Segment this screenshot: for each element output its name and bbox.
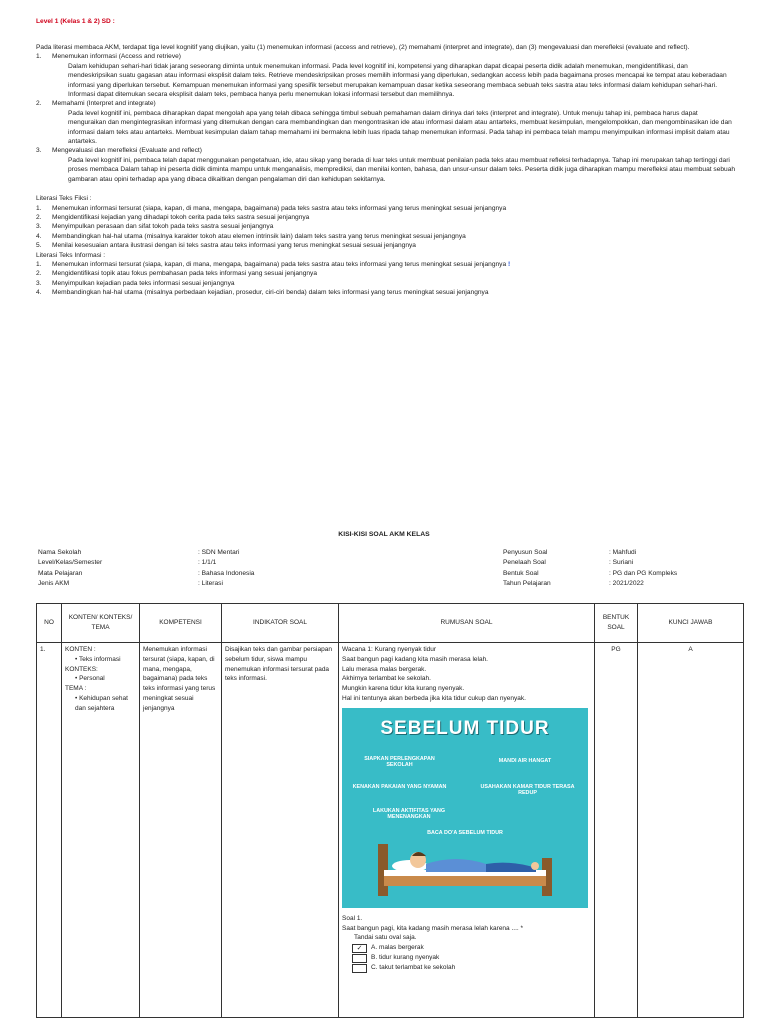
option-checkbox[interactable] (352, 964, 367, 973)
wacana-line: Saat bangun pagi kadang kita masih merasa lelah. (342, 655, 488, 663)
sleeping-child-illustration (370, 840, 560, 898)
wacana-line: Wacana 1: Kurang nyenyak tidur (342, 646, 437, 653)
poster-item: MANDI AIR HANGAT (498, 757, 552, 764)
col-header-rumusan: RUMUSAN SOAL (339, 604, 595, 643)
fiksi-heading: Literasi Teks Fiksi : (36, 195, 92, 203)
cell-indikator: Disajikan teks dan gambar persiapan sebelum tidur, siswa mampu menemukan informasi tersurat pada teks informasi. (222, 643, 339, 1018)
meta-right: Penyusun Soal : Mahfudi Penelaah Soal : Suriani Bentuk Soal : PG dan PG Kompleks Tahun Pelajaran : 2021/2022 (503, 549, 678, 587)
soal-text: Saat bangun pagi, kita kadang masih merasa lelah karena .... * (342, 924, 524, 932)
level-body-1: Dalam kehidupan sehari-hari tidak jarang seseorang diminta untuk menemukan informasi. Pada level kognitif ini, kompetensi yang diharapkan dapat dicapai peserta didik adalah menemukan, mengidentifikasi, dan mendeskripsikan suatu gagasan atau informasi eksplisit dalam teks. Retrieve mendeskripsikan proses memilih informasi yang diperlukan, sedangkan access lebih pada bagaimana proses mencapai ke tempat atau keberadaan informasi yang diperlukan tersebut. Kemampuan menemukan informasi yang spesifik tersebut merupakan kemampuan dasar ketika seseorang membaca sebuah teks sastra atau teks informasi dalam kehidupan sehari-hari. Informasi dapat ditemukan secara eksplisit dalam teks, pembaca hanya perlu menemukan lokasi informasi tersebut dan memilihnya. (68, 62, 727, 99)
level-item-2: 2. Memahami (Interpret and integrate) Pada level kognitif ini, pembaca diharapkan dapat mengolah apa yang telah dibaca sehingga timbul sebuah pemahaman dalam dirinya dari teks (interpret and integrate). Untuk menuju tahap ini, pembaca harus dapat menguraikan dan mengintegrasikan informasi yang ditemukan dengan cara membandingkan dan mengontraskan ide atau informasi dalam atau antarteks, membuat kesimpulan, mengelompokkan, dan mengombinasikan ide dan informasi dalam teks atau antarteks. Membuat kesimpulan dalam tahap memahami ini bermakna lebih luas ripada tahap menemukan informasi. Pada tahap ini pembaca telah mampu menyimpulkan informasi implisit dalam atau antarteks. (36, 99, 736, 146)
level-item-1: 1. Menemukan informasi (Access and retrieve) Dalam kehidupan sehari-hari tidak jarang seseorang diminta untuk menemukan informasi. Pada level kognitif ini, kompetensi yang diharapkan dapat dicapai peserta didik adalah menemukan, mengidentifikasi, dan mendeskripsikan suatu gagasan atau informasi eksplisit dalam teks. Retrieve mendeskripsikan proses memilih informasi yang diperlukan, sedangkan access lebih pada bagaimana proses mencapai ke tempat atau keberadaan informasi yang diperlukan tersebut. Kemampuan menemukan informasi yang spesifik tersebut merupakan kemampuan dasar ketika seseorang membaca sebuah teks sastra atau teks informasi dalam kehidupan sehari-hari. Informasi dapat ditemukan secara eksplisit dalam teks, pembaca hanya perlu menemukan lokasi informasi tersebut dan memilihnya. (36, 52, 736, 99)
col-header-indikator: INDIKATOR SOAL (222, 604, 339, 643)
fiksi-item: Membandingkan hal-hal utama (misalnya karakter tokoh atau elemen intrinsik lain) dalam teks sastra yang terus meningkat sesuai jenjangnya (52, 232, 466, 240)
informasi-item: Menemukan informasi tersurat (siapa, kapan, di mana, mengapa, bagaimana) pada teks sastra atau teks informasi yang terus meningkat sesuai jenjangnya (52, 260, 507, 268)
cell-kunci: A (638, 643, 744, 1018)
meta-left: Nama Sekolah : SDN Mentari Level/Kelas/Semester : 1/1/1 Mata Pelajaran : Bahasa Indonesia Jenis AKM : Literasi (38, 549, 255, 587)
wacana-line: Akhirnya terlambat ke sekolah. (342, 675, 431, 683)
level-heading (36, 17, 736, 26)
informasi-item: Membandingkan hal-hal utama (misalnya perbedaan kejadian, prosedur, ciri-ciri benda) dalam teks informasi yang terus meningkat sesuai jenjangnya (52, 289, 489, 297)
level-heading-2: Memahami (Interpret and integrate) (52, 100, 156, 108)
cell-kompetensi: Menemukan informasi tersurat (siapa, kapan, di mana, mengapa, bagaimana) pada teks teks informasi yang terus meningkat sesuai jenjangnya (140, 643, 222, 1018)
col-header-bentuk: BENTUK SOAL (595, 604, 638, 643)
table-header-row (37, 604, 744, 643)
wacana-line: Mungkin karena tidur kita kurang nyenyak. (342, 685, 465, 693)
option-checkbox[interactable]: ✓ (352, 944, 367, 953)
level-title: Level 1 (Kelas 1 & 2) SD : (36, 18, 115, 25)
poster-item: KENAKAN PAKAIAN YANG NYAMAN (352, 783, 447, 790)
cell-bentuk: PG (595, 643, 638, 1018)
poster-title: SEBELUM TIDUR (380, 717, 550, 739)
informasi-list: 1. Menemukan informasi tersurat (siapa, kapan, di mana, mengapa, bagaimana) pada teks sastra atau teks informasi yang terus meningkat sesuai jenjangnya ! 2. Mengidentifikasi topik atau fokus pembahasan pada teks informasi yang sesuai jenjangnya 3. Menyimpulkan kejadian pada teks informasi sesuai jenjangnya 4. Membandingkan hal-hal utama (misalnya perbedaan kejadian, prosedur, ciri-ciri benda) dalam teks informasi yang terus meningkat sesuai jenjangnya (36, 260, 511, 297)
option-c[interactable]: C. takut terlambat ke sekolah (352, 963, 591, 973)
informasi-heading: Literasi Teks Informasi : (36, 251, 106, 259)
level-item-3: 3. Mengevaluasi dan merefleksi (Evaluate and reflect) Pada level kognitif ini, pembaca telah dapat menggunakan pengetahuan, ide, atau sikap yang berada di luar teks untuk membuat penilaian pada teks atau membuat refleksi terhadapnya. Tahap ini merupakan tahap tertinggi dari proses membaca Dalam tahap ini peserta didik diminta mampu untuk menganalisis, memprediksi, dan menilai konten, bahasa, dan unsur-unsur dalam teks. Peserta didik juga diharapkan mampu merefleksi atau membuat sebuah gambaran atau opini terhadap apa yang dibaca dikaitkan dengan pengalaman diri dan kehidupan sekitarnya. (36, 147, 736, 183)
cell-konten: KONTEN : • Teks informasi KONTEKS: • Personal TEMA : • Kehidupan sehat dan sejahtera (62, 643, 140, 1018)
cell-no: 1. (37, 643, 62, 1018)
option-b[interactable]: B. tidur kurang nyenyak (352, 953, 591, 963)
soal-instruction: Tandai satu oval saja. (354, 934, 417, 942)
cursor-marker: ! (507, 260, 511, 268)
col-header-kompetensi: KOMPETENSI (140, 604, 222, 643)
kisi-table (36, 603, 744, 1018)
kisi-title: KISI-KISI SOAL AKM KELAS (338, 531, 430, 538)
poster-item: BACA DO'A SEBELUM TIDUR (427, 829, 503, 836)
col-header-konten: KONTEN/ KONTEKS/ TEMA (62, 604, 140, 643)
level-heading-3: Mengevaluasi dan merefleksi (Evaluate and reflect) (52, 147, 202, 155)
intro-section (36, 43, 736, 298)
sebelum-tidur-poster (342, 708, 588, 908)
wacana-line: Hal ini tentunya akan berbeda jika kita tidur cukup dan nyenyak. (342, 694, 526, 702)
fiksi-item: Menyimpulkan perasaan dan sifat tokoh pada teks sastra sesuai jenjangnya (52, 223, 274, 231)
option-checkbox[interactable] (352, 954, 367, 963)
poster-item: SIAPKAN PERLENGKAPAN SEKOLAH (364, 755, 435, 768)
option-a[interactable]: ✓ A. malas bergerak (352, 943, 591, 953)
fiksi-list: 1. Menemukan informasi tersurat (siapa, kapan, di mana, mengapa, bagaimana) pada teks sastra atau teks informasi yang terus meningkat sesuai jenjangnya 2. Mengidentifikasi kejadian yang dihadapi tokoh cerita pada teks sastra sesuai jenjangnya 3. Menyimpulkan perasaan dan sifat tokoh pada teks sastra sesuai jenjangnya 4. Membandingkan hal-hal utama (misalnya karakter tokoh atau elemen intrinsik lain) dalam teks sastra yang terus meningkat sesuai jenjangnya 5. Menilai kesesuaian antara ilustrasi dengan isi teks sastra atau teks informasi yang terus meningkat sesuai sesuai jenjangnya (36, 204, 507, 250)
fiksi-item: Mengidentifikasi kejadian yang dihadapi tokoh cerita pada teks sastra sesuai jenjangnya (52, 213, 310, 221)
poster-item: LAKUKAN AKTIFITAS YANG MENENANGKAN (372, 807, 446, 820)
answer-options (342, 943, 591, 973)
level-body-2: Pada level kognitif ini, pembaca diharapkan dapat mengolah apa yang telah dibaca sehingga timbul sebuah pemahaman dalam dirinya dari teks (interpret and integrate). Untuk menuju tahap ini, pembaca harus dapat menguraikan dan mengintegrasikan informasi yang ditemukan dengan cara membandingkan dan mengontraskan ide atau informasi dalam atau antarteks, membuat kesimpulan, mengelompokkan, dan mengombinasikan ide dan informasi dalam teks atau antarteks. Membuat kesimpulan dalam tahap memahami ini bermakna lebih luas ripada tahap menemukan informasi. Pada tahap ini pembaca telah mampu menyimpulkan informasi implisit dalam atau antarteks. (68, 109, 732, 146)
fiksi-item: Menilai kesesuaian antara ilustrasi dengan isi teks sastra atau teks informasi yang terus meningkat sesuai sesuai jenjangnya (52, 242, 416, 250)
col-header-no: NO (37, 604, 62, 643)
level-body-3: Pada level kognitif ini, pembaca telah dapat menggunakan pengetahuan, ide, atau sikap yang berada di luar teks untuk membuat penilaian pada teks atau membuat refleksi terhadapnya. Tahap ini merupakan tahap tertinggi dari proses membaca Dalam tahap ini peserta didik diminta mampu untuk menganalisis, memprediksi, dan menilai konten, bahasa, dan unsur-unsur dalam teks. Peserta didik juga diharapkan mampu merefleksi atau membuat sebuah gambaran atau opini terhadap apa yang dibaca dikaitkan dengan pengalaman diri dan kehidupan sekitarnya. (68, 156, 736, 183)
intro-paragraph: Pada literasi membaca AKM, terdapat tiga level kognitif yang diujikan, yaitu (1) menemukan informasi (access and retrieve), (2) memahami (interpret and integrate), dan (3) mengevaluasi dan merefleksi (evaluate and reflect). (36, 44, 690, 51)
informasi-item: Menyimpulkan kejadian pada teks informasi sesuai jenjangnya (52, 279, 235, 287)
wacana-line: Lalu merasa malas bergerak. (342, 665, 427, 673)
level-heading-1: Menemukan informasi (Access and retrieve) (52, 53, 181, 61)
poster-item: USAHAKAN KAMAR TIDUR TERASA REDUP (480, 783, 575, 796)
table-row (37, 643, 744, 1018)
fiksi-item: Menemukan informasi tersurat (siapa, kapan, di mana, mengapa, bagaimana) pada teks sastra atau teks informasi yang terus meningkat sesuai jenjangnya (52, 204, 507, 212)
cell-rumusan (339, 643, 595, 1018)
informasi-item: Mengidentifikasi topik atau fokus pembahasan pada teks informasi yang sesuai jenjangnya (52, 270, 318, 278)
col-header-kunci: KUNCI JAWAB (638, 604, 744, 643)
soal-label: Soal 1. (342, 914, 363, 922)
